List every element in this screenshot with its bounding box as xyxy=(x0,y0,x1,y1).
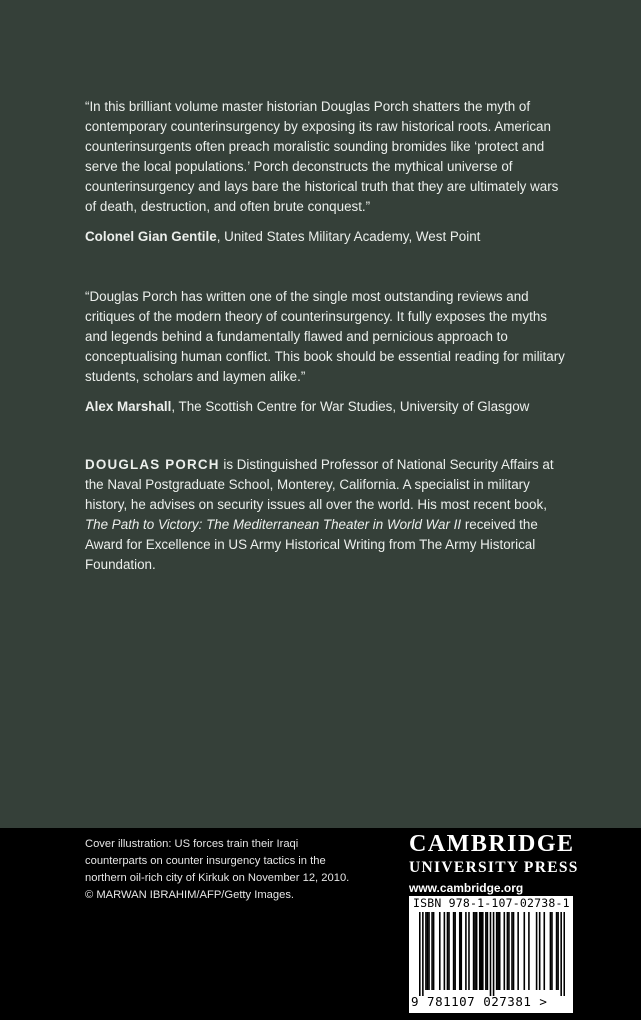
isbn-barcode xyxy=(409,896,573,1013)
review-quote-1-attribution xyxy=(85,227,565,247)
barcode-bar xyxy=(524,912,526,990)
author-bio xyxy=(85,455,565,575)
publisher-name: CAMBRIDGE xyxy=(409,831,575,857)
barcode-bar xyxy=(468,912,470,990)
barcode-bar xyxy=(485,912,487,990)
barcode-bar xyxy=(497,912,499,990)
barcode-bar xyxy=(476,912,478,990)
barcode-bar xyxy=(474,912,476,990)
barcode-bar xyxy=(551,912,553,990)
barcode-bar xyxy=(439,912,441,990)
barcode-bar xyxy=(453,912,455,990)
review-quote-2 xyxy=(85,287,565,417)
recent-book-title: The Path to Victory: The Mediterranean Theater in World War II xyxy=(85,517,462,532)
author-name: DOUGLAS PORCH xyxy=(85,457,220,472)
barcode-bar xyxy=(543,912,545,990)
barcode-bar xyxy=(427,912,429,990)
barcode-bar xyxy=(508,912,510,990)
barcode-bar xyxy=(487,912,489,990)
barcode-bar xyxy=(493,912,495,996)
review-quote-2-affiliation: , The Scottish Centre for War Studies, University of Glasgow xyxy=(171,399,530,414)
barcode-bar xyxy=(517,912,519,990)
barcode-bar xyxy=(444,912,446,990)
barcode-bar xyxy=(513,912,515,990)
barcode-bar xyxy=(480,912,482,990)
barcode-bar xyxy=(465,912,467,990)
cover-credit-line: northern oil-rich city of Kirkuk on November 12, 2010. xyxy=(85,872,350,884)
barcode-bar xyxy=(560,912,562,996)
barcode-bar xyxy=(496,912,498,990)
cover-credit-line: © MARWAN IBRAHIM/AFP/Getty Images. xyxy=(85,889,295,901)
barcode-bar xyxy=(556,912,558,990)
author-bio-text xyxy=(85,455,565,575)
author-bio-part-2: received the Award for Excellence in US Army Historical Writing from The Army Historical Foundation. xyxy=(85,517,538,572)
barcode-bar xyxy=(504,912,506,990)
barcode-bar xyxy=(460,912,462,990)
barcode-bar xyxy=(536,912,538,990)
barcode-bar xyxy=(539,912,541,990)
barcode-bar xyxy=(425,912,427,990)
review-quote-2-author: Alex Marshall xyxy=(85,399,172,414)
review-quote-1-affiliation: , United States Military Academy, West Point xyxy=(216,229,481,244)
barcode-digits: 9 781107 027381 > xyxy=(411,994,548,1009)
review-quote-1-author: Colonel Gian Gentile xyxy=(85,229,217,244)
barcode-bar xyxy=(433,912,435,990)
barcode-bar xyxy=(507,912,509,990)
review-quote-1-text: “In this brilliant volume master historian Douglas Porch shatters the myth of contemporary counterinsurgency by exposing its raw historical roots. American counterinsurgents often preach moralistic sounding bromides like ‘protect and serve the local populations.’ Porch deconstructs the mythical universe of counterinsurgency and lays bare the historical truth that they are ultimately wars of death, destruction, and often brute conquest.” xyxy=(85,99,559,214)
barcode-bar xyxy=(431,912,433,990)
publisher-subname: UNIVERSITY PRESS xyxy=(409,859,579,876)
review-quote-2-text: “Douglas Porch has written one of the single most outstanding reviews and critiques of the modern theory of counterinsurgency. It fully exposes the myths and legends behind a fundamentally flawed and pernicious approach to conceptualising human conflict. This book should be essential reading for military students, scholars and laymen alike.” xyxy=(85,289,565,384)
barcode-bar xyxy=(473,912,475,990)
barcode-bar xyxy=(557,912,559,990)
barcode-bar xyxy=(448,912,450,990)
footer-band xyxy=(0,828,641,1020)
barcode-bar xyxy=(528,912,530,990)
cover-credit-line: Cover illustration: US forces train their Iraqi xyxy=(85,838,299,850)
author-bio-part-1: is Distinguished Professor of National Security Affairs at the Naval Postgraduate School, Monterey, California. A specialist in military history, he advises on security issues all over the world. His most recent book, xyxy=(85,457,554,512)
cover-credit-line: counterparts on counter insurgency tactics in the xyxy=(85,855,326,867)
barcode-bar xyxy=(511,912,513,990)
review-quote-2-attribution xyxy=(85,397,565,417)
review-quote-1 xyxy=(85,97,565,247)
barcode-bar xyxy=(479,912,481,990)
barcode-bar xyxy=(550,912,552,990)
barcode-bar xyxy=(563,912,565,996)
barcode-bar xyxy=(428,912,430,990)
barcode-bar xyxy=(419,912,421,996)
barcode-bars-icon xyxy=(419,912,565,996)
barcode-bar xyxy=(447,912,449,990)
barcode-bar xyxy=(482,912,484,990)
barcode-bar xyxy=(454,912,456,990)
isbn-label: ISBN 978-1-107-02738-1 xyxy=(413,896,570,910)
barcode-bar xyxy=(490,912,492,996)
barcode-bar xyxy=(459,912,461,990)
cover-credit xyxy=(85,836,375,904)
publisher-logo xyxy=(409,832,579,896)
publisher-url: www.cambridge.org xyxy=(409,881,524,895)
barcode-bar xyxy=(499,912,501,990)
barcode-bar xyxy=(422,912,424,996)
